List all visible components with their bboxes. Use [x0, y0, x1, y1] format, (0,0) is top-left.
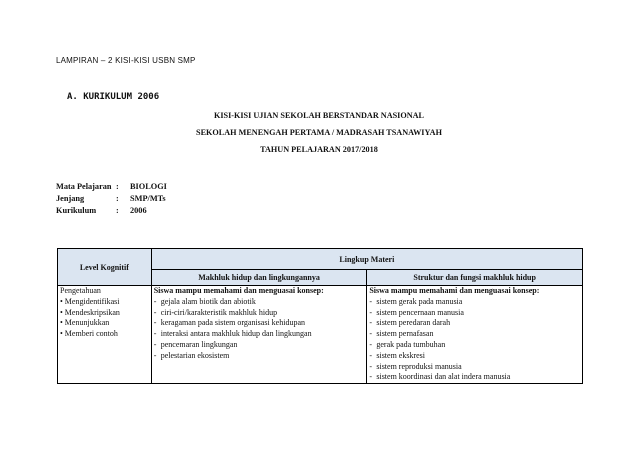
list-item: • Mengidentifikasi [60, 296, 120, 306]
list-item: - sistem koordinasi dan alat indera manusia [369, 372, 511, 382]
list-item: - sistem pencernaan manusia [369, 307, 464, 317]
list-item: - sistem ekskresi [369, 350, 426, 360]
doc-heading-3: TAHUN PELAJARAN 2017/2018 [260, 145, 378, 154]
meta-row-level [56, 194, 166, 203]
meta-key: Mata Pelajaran [56, 182, 112, 191]
list-item: - ciri-ciri/karakteristik makhluk hidup [153, 307, 278, 317]
list-item: • Menunjukkan [60, 318, 110, 328]
meta-colon: : [116, 206, 119, 215]
cell-struktur-fungsi [367, 286, 583, 384]
doc-heading-2: SEKOLAH MENENGAH PERTAMA / MADRASAH TSANAWIYAH [196, 128, 442, 137]
list-item: - gejala alam biotik dan abiotik [153, 296, 256, 306]
meta-key: Kurikulum [56, 206, 97, 215]
list-item: - sistem peredaran darah [369, 318, 451, 328]
list-item: - sistem gerak pada manusia [369, 296, 463, 306]
kisi-kisi-table [57, 248, 583, 384]
header-makhluk-hidup: Makhluk hidup dan lingkungannya [151, 270, 367, 286]
concept-title: Siswa mampu memahami dan menguasai konsep: [153, 286, 324, 295]
meta-row-curriculum [56, 206, 147, 215]
list-item: - sistem reproduksi manusia [369, 361, 462, 371]
meta-row-subject [56, 182, 167, 191]
meta-key: Jenjang [56, 194, 85, 203]
list-item: - interaksi antara makhluk hidup dan lingkungan [153, 329, 312, 339]
concept-title: Siswa mampu memahami dan menguasai konsep: [369, 286, 540, 295]
level-title: Pengetahuan [60, 286, 101, 295]
meta-colon: : [116, 194, 119, 203]
meta-value: 2006 [130, 206, 147, 215]
list-item: - keragaman pada sistem organisasi kehidupan [153, 318, 305, 328]
meta-value: SMP/MTs [130, 194, 166, 203]
list-item: • Mendeskripsikan [60, 307, 120, 317]
appendix-label: LAMPIRAN – 2 KISI-KISI USBN SMP [56, 56, 196, 65]
header-lingkup-materi: Lingkup Materi [151, 249, 582, 270]
meta-value: BIOLOGI [130, 182, 167, 191]
header-level-kognitif: Level Kognitif [58, 249, 152, 286]
list-item: - pencemaran lingkungan [153, 339, 238, 349]
cell-makhluk-hidup [151, 286, 367, 384]
list-item: - gerak pada tumbuhan [369, 339, 446, 349]
list-item: - sistem pernafasan [369, 329, 434, 339]
list-item: - pelestarian ekosistem [153, 350, 230, 360]
cell-level [58, 286, 152, 384]
list-item: • Memberi contoh [60, 329, 118, 339]
header-struktur-fungsi: Struktur dan fungsi makhluk hidup [367, 270, 583, 286]
meta-colon: : [116, 182, 119, 191]
doc-heading-1: KISI-KISI UJIAN SEKOLAH BERSTANDAR NASIONAL [213, 111, 425, 120]
section-title: A. KURIKULUM 2006 [67, 92, 160, 102]
